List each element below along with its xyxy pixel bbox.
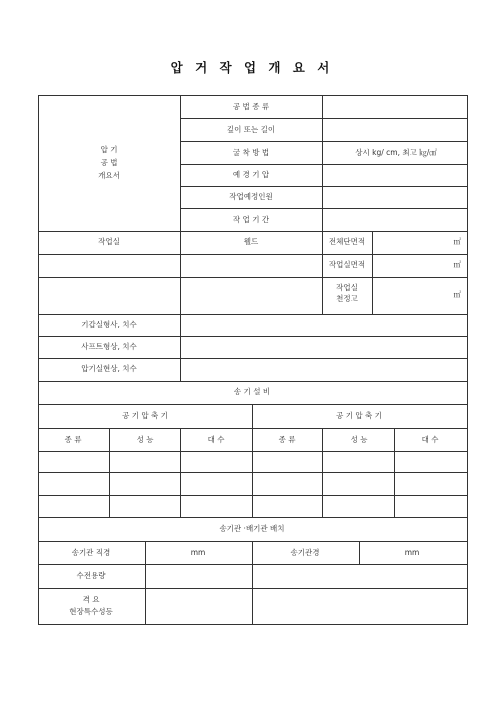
- equipment-column-header: 성 능: [350, 435, 368, 444]
- shape-dimension-label: 기갑실형사, 치수: [81, 320, 137, 329]
- power-capacity-field[interactable]: [146, 565, 252, 588]
- unit-m2: ㎡: [453, 290, 461, 299]
- equipment-column-header: 대 수: [207, 435, 225, 444]
- remarks-field[interactable]: [146, 589, 252, 624]
- table-rule: [38, 277, 467, 278]
- equipment-column-header: 종 류: [64, 435, 82, 444]
- pressure-value: 상시 kg/ cm, 최고 ㎏/㎠: [355, 147, 437, 157]
- table-rule: [180, 428, 181, 517]
- shape-dimension-label: 압기실현상, 치수: [81, 364, 137, 373]
- overview-value-field[interactable]: [323, 165, 467, 186]
- work-area-label: 작업실면적: [328, 260, 366, 269]
- pipe-diameter-label: 송기관 직경: [71, 548, 111, 557]
- overview-row-label: 깊이 또는 길이: [226, 124, 276, 134]
- overview-value-field[interactable]: [323, 187, 467, 208]
- overview-value-field[interactable]: [323, 119, 467, 141]
- shape-dimension-field[interactable]: [181, 359, 467, 380]
- weld-label: 웰드: [243, 237, 259, 246]
- table-rule: [38, 517, 467, 518]
- overview-row-label: 작업예정인원: [229, 192, 273, 201]
- shape-dimension-field[interactable]: [181, 337, 467, 358]
- remarks-label: 현장특수성등: [69, 607, 113, 616]
- pipe-length-label: 송기관경: [290, 548, 320, 557]
- table-rule: [38, 472, 467, 473]
- unit-mm: mm: [404, 548, 420, 557]
- compressor-group-label: 공 기 압 축 기: [336, 411, 382, 420]
- table-rule: [38, 231, 467, 232]
- equipment-header: 송 기 설 비: [233, 387, 271, 396]
- table-rule: [38, 381, 467, 382]
- overview-value-field[interactable]: [323, 142, 467, 164]
- form-border-right: [467, 95, 468, 625]
- power-capacity-label: 수전용량: [76, 571, 106, 580]
- ceiling-label: 천정고: [336, 294, 358, 303]
- equipment-column-header: 대 수: [421, 435, 439, 444]
- shape-dimension-label: 사프트형상, 치수: [81, 342, 137, 351]
- overview-row-label: 공 법 종 류: [232, 101, 270, 111]
- table-rule: [38, 254, 467, 255]
- table-rule: [372, 231, 373, 314]
- form-border-left: [38, 95, 39, 624]
- overview-row-label: 굴 착 방 법: [232, 147, 270, 157]
- table-rule: [394, 428, 395, 517]
- overview-value-field[interactable]: [323, 209, 467, 231]
- shape-dimension-field[interactable]: [181, 315, 467, 336]
- overview-group-label: 압 기: [100, 145, 118, 154]
- unit-mm: mm: [190, 548, 206, 557]
- table-rule: [38, 495, 467, 496]
- form-border-bottom: [38, 624, 467, 625]
- table-rule: [252, 404, 253, 517]
- overview-group-label: 개요서: [98, 171, 120, 180]
- total-area-label: 전체단면적: [328, 237, 366, 246]
- table-rule: [322, 428, 323, 517]
- overview-row-label: 예 경 기 압: [232, 170, 270, 179]
- ceiling-label: 작업실: [336, 283, 358, 292]
- table-rule: [180, 231, 181, 314]
- compressor-group-label: 공 기 압 축 기: [122, 411, 168, 420]
- work-summary-form: [38, 95, 467, 624]
- work-room-label: 작업실: [98, 237, 120, 246]
- overview-value-field[interactable]: [323, 96, 467, 118]
- equipment-column-header: 성 능: [136, 435, 154, 444]
- table-rule: [252, 541, 253, 624]
- overview-row-label: 작 업 기 간: [232, 214, 270, 224]
- table-rule: [109, 428, 110, 517]
- table-rule: [180, 95, 181, 231]
- table-rule: [359, 541, 360, 564]
- unit-m2: ㎡: [453, 260, 461, 269]
- piping-header: 송기관 ·배기관 배치: [219, 524, 285, 533]
- table-rule: [38, 451, 467, 452]
- overview-group-label: 공 법: [100, 158, 118, 167]
- remarks-label: 격 요: [82, 595, 100, 604]
- table-rule: [322, 231, 323, 314]
- page-title: 압 거 작 업 개 요 서: [170, 60, 334, 75]
- unit-m2: ㎡: [453, 237, 461, 246]
- equipment-column-header: 종 류: [278, 435, 296, 444]
